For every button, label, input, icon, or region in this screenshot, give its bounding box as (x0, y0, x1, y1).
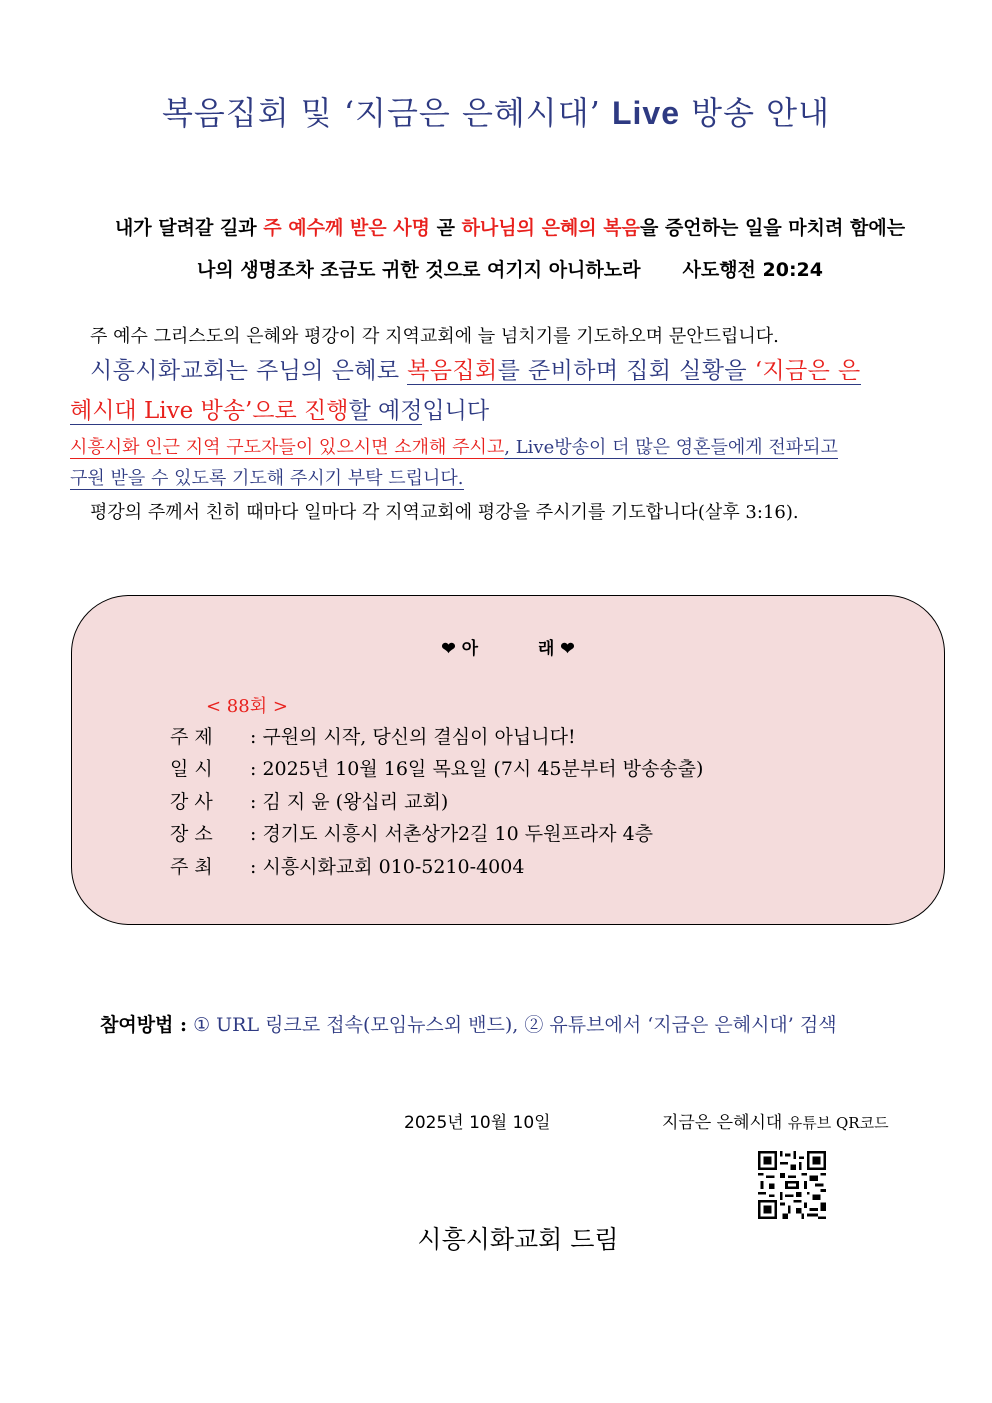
episode-number: < 88회 > (206, 696, 288, 717)
notice-box (71, 595, 945, 925)
page-title: 복음집회 및 ‘지금은 은혜시대’ Live 방송 안내 (161, 94, 830, 132)
greeting-paragraph: 주 예수 그리스도의 은혜와 평강이 각 지역교회에 늘 넘치기를 기도하오며 문안드립니다. (90, 326, 779, 347)
blessing-paragraph: 평강의 주께서 친히 때마다 일마다 각 지역교회에 평강을 주시기를 기도합니다(살후 3:16). (90, 502, 799, 523)
request-line-2: 구원 받을 수 있도록 기도해 주시기 부탁 드립니다. (70, 468, 464, 489)
heart-icon: ❤ 아 (441, 639, 478, 659)
verse-line-2: 나의 생명조차 조금도 귀한 것으로 여기지 아니하노라 사도행전 20:24 (197, 259, 823, 281)
qr-code-icon[interactable] (758, 1151, 826, 1219)
notice-heading (72, 634, 944, 659)
participation-method: 참여방법 : ① URL 링크로 접속(모임뉴스외 밴드), ② 유튜브에서 ‘지금은 은혜시대’ 검색 (100, 1014, 837, 1036)
signature: 시흥시화교회 드림 (417, 1225, 619, 1254)
heart-icon: 래 ❤ (538, 639, 575, 659)
announcement-line-1: 시흥시화교회는 주님의 은혜로 복음집회를 준비하며 집회 실황을 ‘지금은 은 (90, 358, 861, 384)
notice-row-datetime: 일 시 : 2025년 10월 16일 목요일 (7시 45분부터 방송송출) (170, 758, 704, 780)
issue-date: 2025년 10월 10일 (404, 1113, 551, 1133)
notice-row-host: 주 최 : 시흥시화교회 010-5210-4004 (170, 856, 525, 878)
notice-row-speaker: 강 사 : 김 지 윤 (왕십리 교회) (170, 791, 449, 813)
request-line-1: 시흥시화 인근 지역 구도자들이 있으시면 소개해 주시고, Live방송이 더 많은 영혼들에게 전파되고 (70, 437, 838, 458)
verse-line-1: 내가 달려갈 길과 주 예수께 받은 사명 곧 하나님의 은혜의 복음을 증언하는 일을 마치려 함에는 (114, 217, 906, 239)
announcement-line-2: 혜시대 Live 방송’으로 진행할 예정입니다 (70, 398, 490, 424)
qr-label: 지금은 은혜시대 유튜브 QR코드 (662, 1113, 889, 1133)
notice-row-location: 장 소 : 경기도 시흥시 서촌상가2길 10 두원프라자 4층 (170, 823, 654, 845)
notice-row-topic: 주 제 : 구원의 시작, 당신의 결심이 아닙니다! (170, 726, 576, 748)
verse-reference: 사도행전 20:24 (682, 259, 823, 281)
